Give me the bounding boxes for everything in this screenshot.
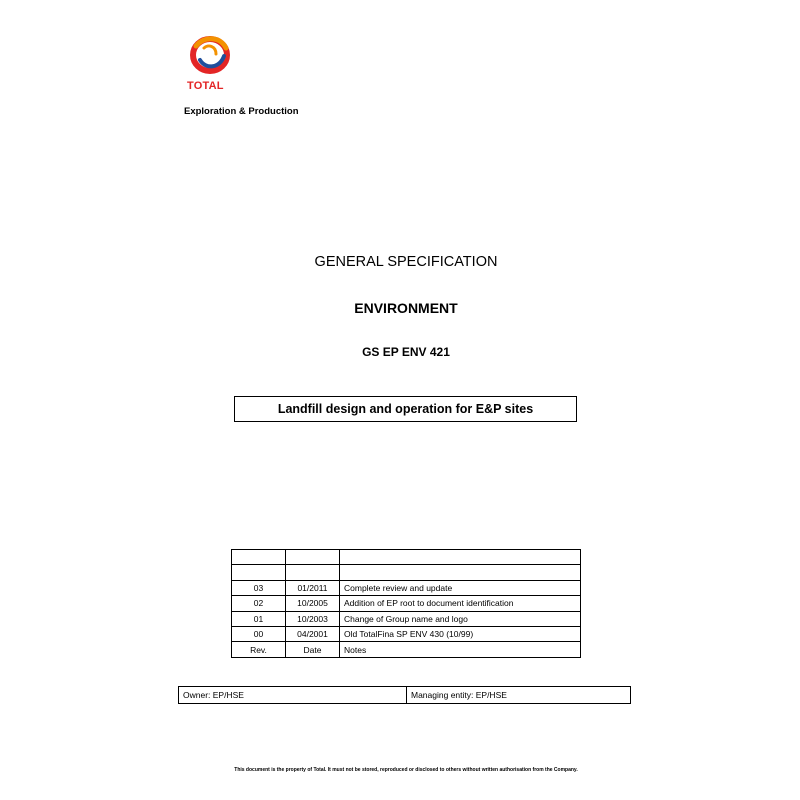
notes-cell <box>340 565 581 580</box>
table-row <box>179 687 631 704</box>
table-row <box>232 580 581 595</box>
document-code: GS EP ENV 421 <box>362 345 450 359</box>
notes-cell: Addition of EP root to document identification <box>340 596 581 611</box>
date-cell <box>286 565 340 580</box>
confidentiality-notice: This document is the property of Total. It must not be stored, reproduced or disclosed to others without written authorisation from the Company. <box>234 767 578 773</box>
notes-cell: Old TotalFina SP ENV 430 (10/99) <box>340 626 581 641</box>
table-row <box>232 565 581 580</box>
domain-heading: ENVIRONMENT <box>354 300 458 316</box>
rev-cell <box>232 550 286 565</box>
date-cell: 10/2005 <box>286 596 340 611</box>
owner-cell: Owner: EP/HSE <box>179 687 407 704</box>
table-row <box>232 550 581 565</box>
notes-cell: Change of Group name and logo <box>340 611 581 626</box>
notes-cell: Complete review and update <box>340 580 581 595</box>
table-header-row <box>232 642 581 657</box>
date-cell: 10/2003 <box>286 611 340 626</box>
rev-header: Rev. <box>232 642 286 657</box>
logo-wordmark: TOTAL <box>187 80 224 92</box>
date-header: Date <box>286 642 340 657</box>
table-row <box>232 611 581 626</box>
spec-type-heading: GENERAL SPECIFICATION <box>314 254 498 270</box>
revision-table <box>231 549 581 658</box>
document-title: Landfill design and operation for E&P sites <box>234 396 577 422</box>
managing-entity-cell: Managing entity: EP/HSE <box>407 687 631 704</box>
rev-cell: 03 <box>232 580 286 595</box>
ownership-table <box>178 686 631 704</box>
date-cell: 01/2011 <box>286 580 340 595</box>
rev-cell: 01 <box>232 611 286 626</box>
table-row <box>232 596 581 611</box>
date-cell: 04/2001 <box>286 626 340 641</box>
date-cell <box>286 550 340 565</box>
notes-header: Notes <box>340 642 581 657</box>
subbrand-label: Exploration & Production <box>184 106 299 117</box>
table-row <box>232 626 581 641</box>
rev-cell <box>232 565 286 580</box>
rev-cell: 00 <box>232 626 286 641</box>
rev-cell: 02 <box>232 596 286 611</box>
notes-cell <box>340 550 581 565</box>
